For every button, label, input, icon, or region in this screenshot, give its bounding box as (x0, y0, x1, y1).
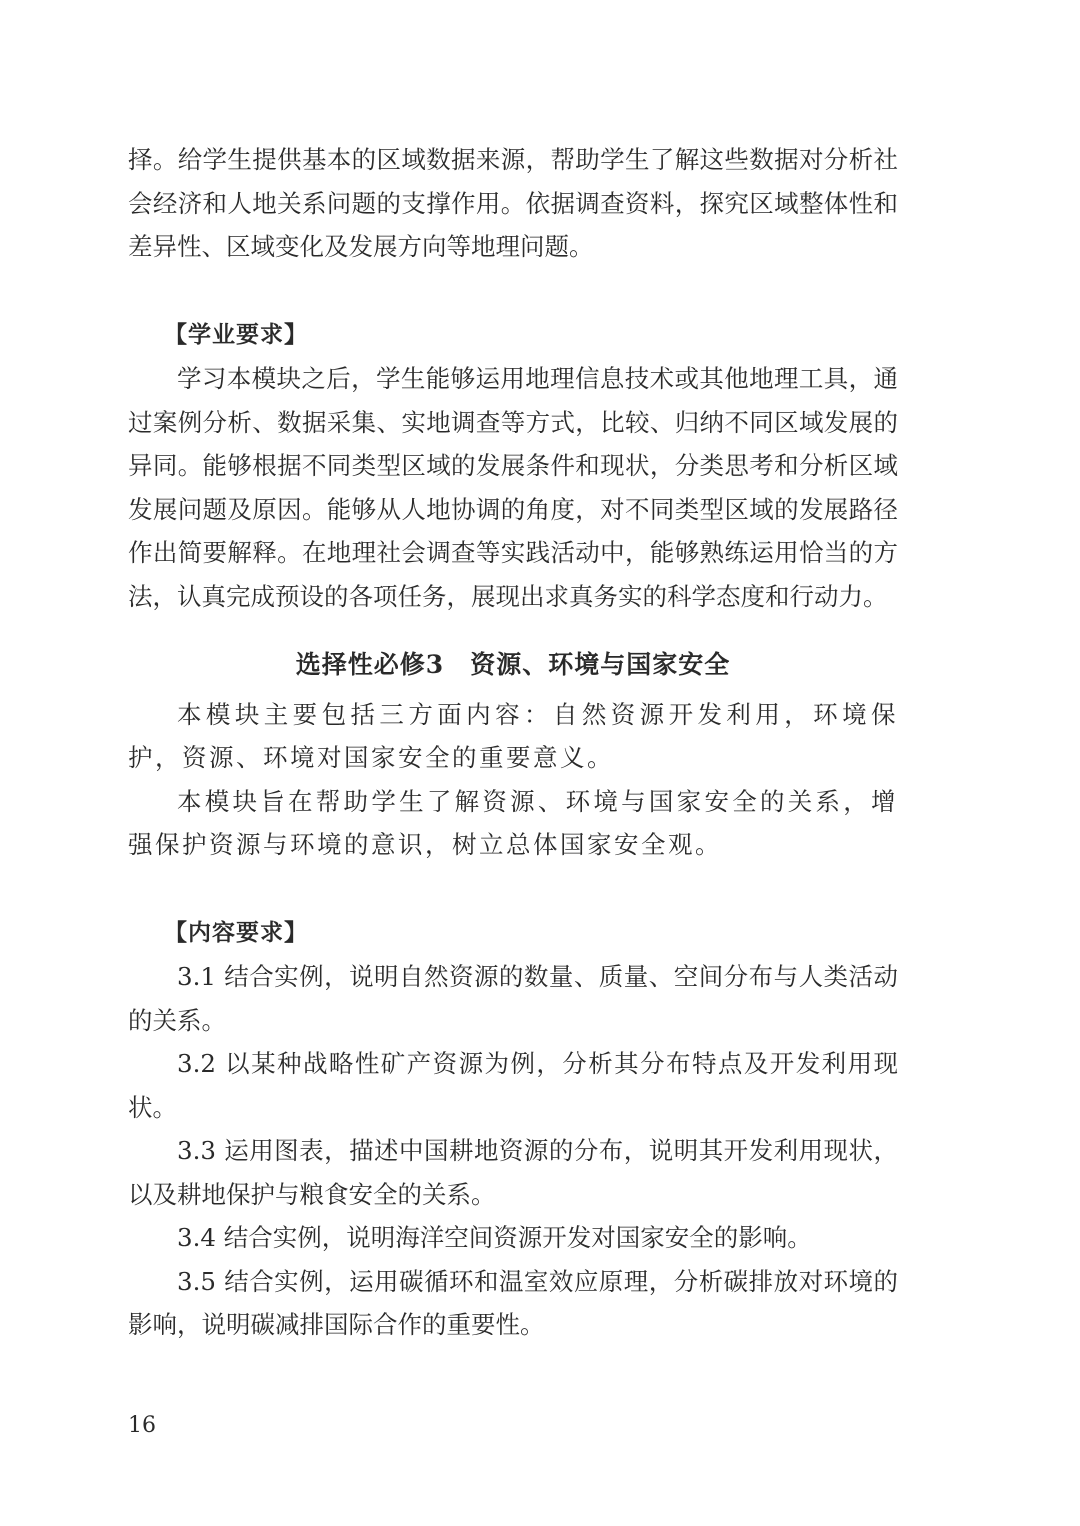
content-requirement-item: 3.3 运用图表，描述中国耕地资源的分布，说明其开发利用现状，以及耕地保护与粮食安全的关系。 (128, 1136, 898, 1209)
spacer (128, 867, 898, 912)
module-title: 选择性必修3 资源、环境与国家安全 (295, 650, 731, 679)
page-number: 16 (128, 1413, 156, 1438)
content-requirement-item: 3.1 结合实例，说明自然资源的数量、质量、空间分布与人类活动的关系。 (128, 962, 898, 1035)
content-requirement-item: 3.5 结合实例，运用碳循环和温室效应原理，分析碳排放对环境的影响，说明碳减排国际合作的重要性。 (128, 1266, 898, 1339)
content-requirement-item: 3.2 以某种战略性矿产资源为例，分析其分布特点及开发利用现状。 (128, 1049, 898, 1122)
content-requirement-item: 3.4 结合实例，说明海洋空间资源开发对国家安全的影响。 (177, 1223, 812, 1252)
content-requirements-heading: 【内容要求】 (164, 919, 308, 946)
page-content (128, 138, 898, 1347)
academic-requirements-heading: 【学业要求】 (164, 321, 308, 348)
spacer (128, 618, 898, 643)
academic-requirements-body: 学习本模块之后，学生能够运用地理信息技术或其他地理工具，通过案例分析、数据采集、实地调查等方式，比较、归纳不同区域发展的异同。能够根据不同类型区域的发展条件和现状，分类思考和分析区域发展问题及原因。能够从人地协调的角度，对不同类型区域的发展路径作出简要解释。在地理社会调查等实践活动中，能够熟练运用恰当的方法，认真完成预设的各项任务，展现出求真务实的科学态度和行动力。 (128, 364, 898, 611)
intro-paragraph: 择。给学生提供基本的区域数据来源，帮助学生了解这些数据对分析社会经济和人地关系问题的支撑作用。依据调查资料，探究区域整体性和差异性、区域变化及发展方向等地理问题。 (128, 145, 898, 261)
module-aim-paragraph: 本模块旨在帮助学生了解资源、环境与国家安全的关系，增强保护资源与环境的意识，树立总体国家安全观。 (128, 786, 898, 859)
module-intro-paragraph: 本模块主要包括三方面内容：自然资源开发利用，环境保护，资源、环境对国家安全的重要意义。 (128, 699, 898, 772)
spacer (128, 269, 898, 314)
